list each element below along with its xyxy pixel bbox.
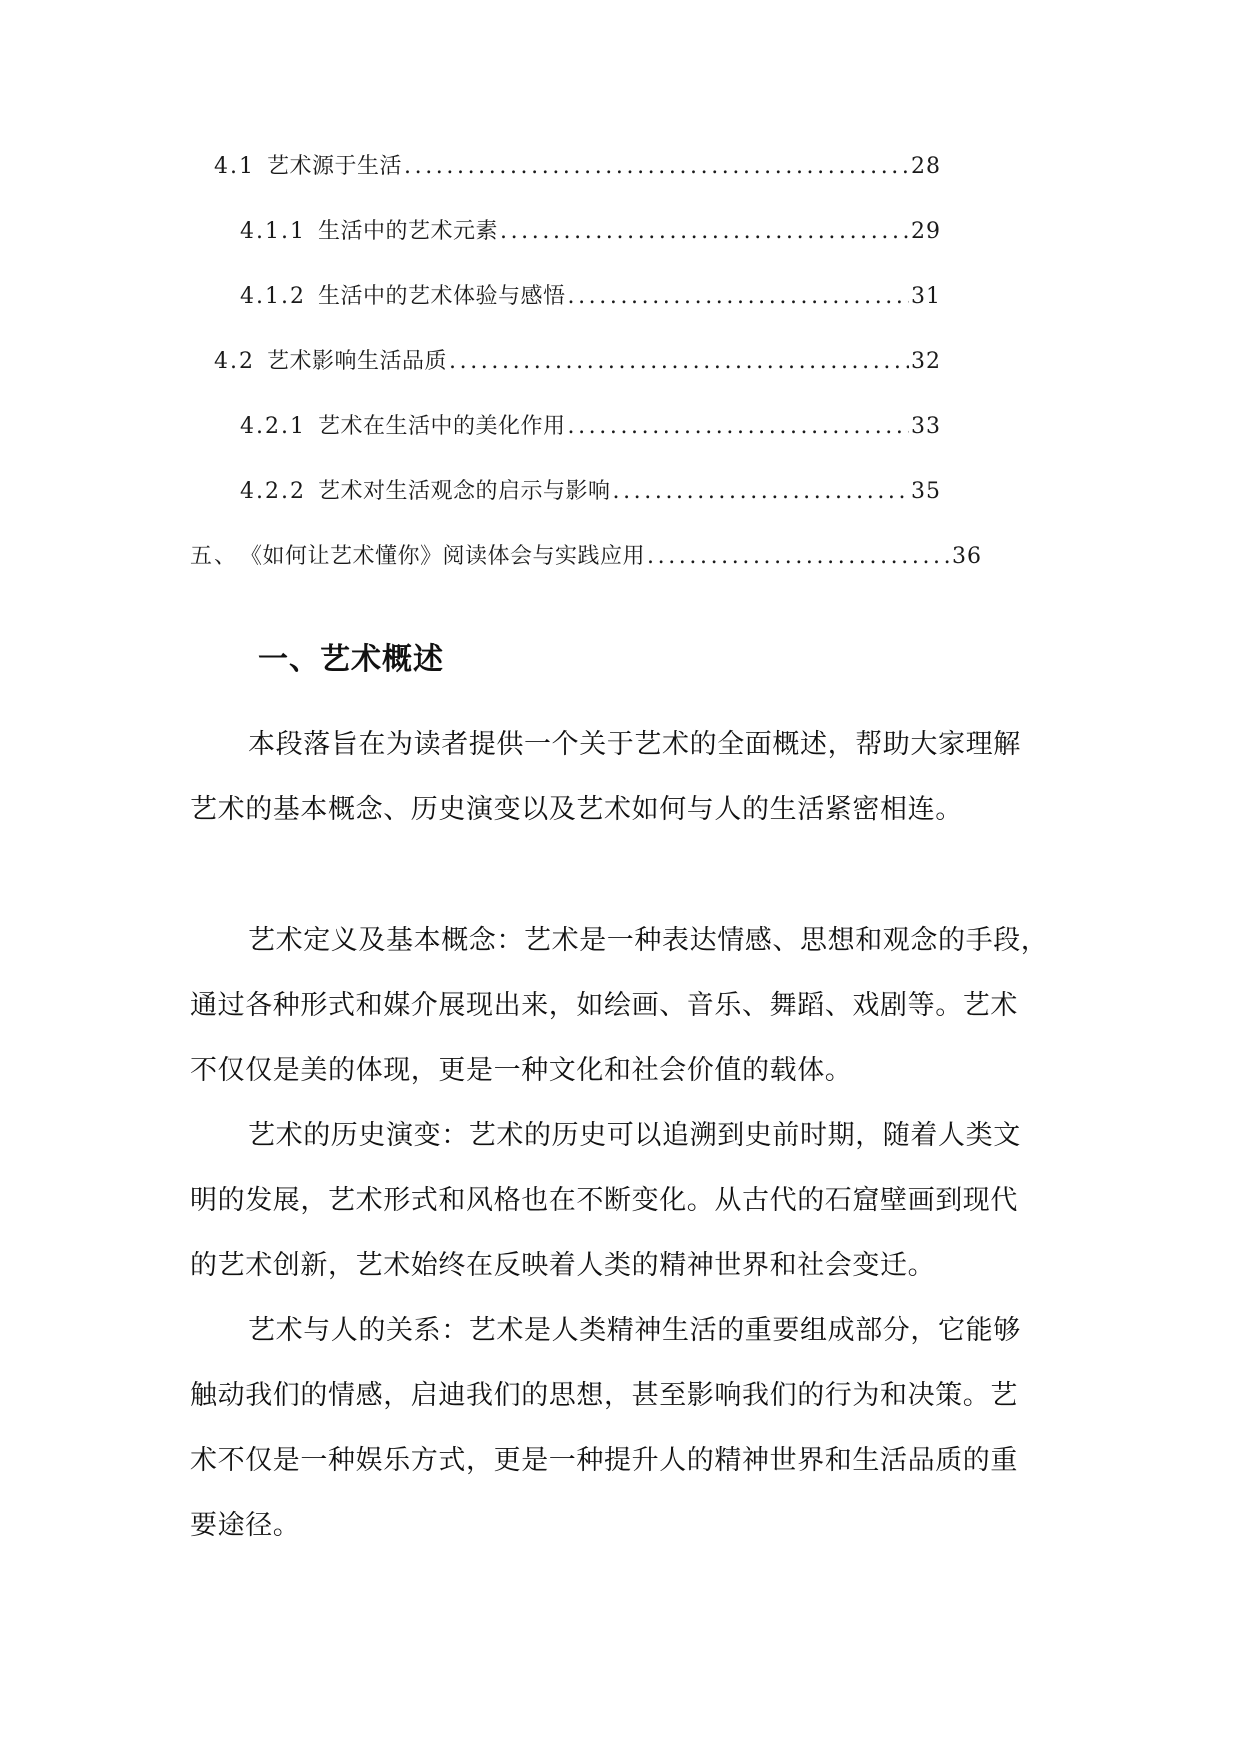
toc-entry-page: 29 [911, 219, 941, 244]
toc-entry-title: 艺术对生活观念的启示与影响 [317, 479, 611, 504]
toc-entry-4-2-2[interactable] [240, 477, 941, 507]
toc-entry-4-2-1[interactable] [240, 412, 941, 442]
toc-entry-number: 4.1.1 [240, 219, 306, 244]
toc-entry-4-1-2[interactable] [240, 282, 941, 312]
paragraph-line: 触动我们的情感，启迪我们的思想，甚至影响我们的行为和决策。艺 [190, 1380, 1018, 1411]
paragraph-line: 本段落旨在为读者提供一个关于艺术的全面概述，帮助大家理解 [248, 729, 1021, 760]
toc-entry-number: 4.2 [214, 349, 255, 374]
toc-entry-title: 生活中的艺术体验与感悟 [317, 284, 566, 309]
toc-leader-dots [500, 217, 909, 247]
paragraph-line: 通过各种形式和媒介展现出来，如绘画、音乐、舞蹈、戏剧等。艺术 [190, 990, 1018, 1021]
toc-leader-dots [568, 282, 910, 312]
toc-entry-4-1[interactable] [214, 152, 941, 182]
toc-leader-dots [404, 152, 909, 182]
paragraph-line: 的艺术创新，艺术始终在反映着人类的精神世界和社会变迁。 [190, 1250, 936, 1281]
paragraph-relationship [190, 1298, 1062, 1558]
toc-entry-page: 32 [911, 349, 941, 374]
toc-entry-chapter-5[interactable] [190, 542, 982, 572]
toc-entry-number: 4.1.2 [240, 284, 306, 309]
paragraph-line: 术不仅是一种娱乐方式，更是一种提升人的精神世界和生活品质的重 [190, 1445, 1018, 1476]
toc-entry-title: 艺术影响生活品质 [267, 349, 448, 374]
paragraph-history [190, 1103, 1062, 1298]
paragraph-line: 艺术与人的关系：艺术是人类精神生活的重要组成部分，它能够 [248, 1315, 1021, 1346]
paragraph-line: 艺术的历史演变：艺术的历史可以追溯到史前时期，随着人类文 [248, 1120, 1021, 1151]
toc-entry-number: 4.1 [214, 154, 255, 179]
paragraph-line: 要途径。 [190, 1510, 301, 1541]
paragraph-line: 明的发展，艺术形式和风格也在不断变化。从古代的石窟壁画到现代 [190, 1185, 1018, 1216]
toc-entry-4-2[interactable] [214, 347, 941, 377]
toc-leader-dots [568, 412, 910, 442]
toc-entry-title: 艺术源于生活 [267, 154, 403, 179]
toc-entry-page: 31 [911, 284, 941, 309]
toc-entry-page: 35 [911, 479, 941, 504]
section-heading: 一、艺术概述 [258, 642, 444, 677]
toc-entry-number: 4.2.2 [240, 479, 306, 504]
toc-leader-dots [449, 347, 909, 377]
paragraph-definition [190, 908, 1062, 1103]
toc-entry-page: 33 [911, 414, 941, 439]
toc-entry-number: 五、 [190, 544, 239, 569]
toc-entry-number: 4.2.1 [240, 414, 306, 439]
toc-entry-title: 艺术在生活中的美化作用 [317, 414, 566, 439]
toc-leader-dots [647, 542, 950, 572]
paragraph-overview [190, 712, 1062, 842]
paragraph-line: 艺术的基本概念、历史演变以及艺术如何与人的生活紧密相连。 [190, 794, 963, 825]
paragraph-line: 不仅仅是美的体现，更是一种文化和社会价值的载体。 [190, 1055, 853, 1086]
toc-entry-page: 28 [911, 154, 941, 179]
toc-entry-page: 36 [952, 544, 982, 569]
toc-entry-4-1-1[interactable] [240, 217, 941, 247]
paragraph-line: 艺术定义及基本概念：艺术是一种表达情感、思想和观念的手段， [248, 925, 1049, 956]
toc-entry-title: 生活中的艺术元素 [317, 219, 498, 244]
toc-leader-dots [613, 477, 910, 507]
toc-entry-title: 《如何让艺术懂你》阅读体会与实践应用 [240, 544, 646, 569]
